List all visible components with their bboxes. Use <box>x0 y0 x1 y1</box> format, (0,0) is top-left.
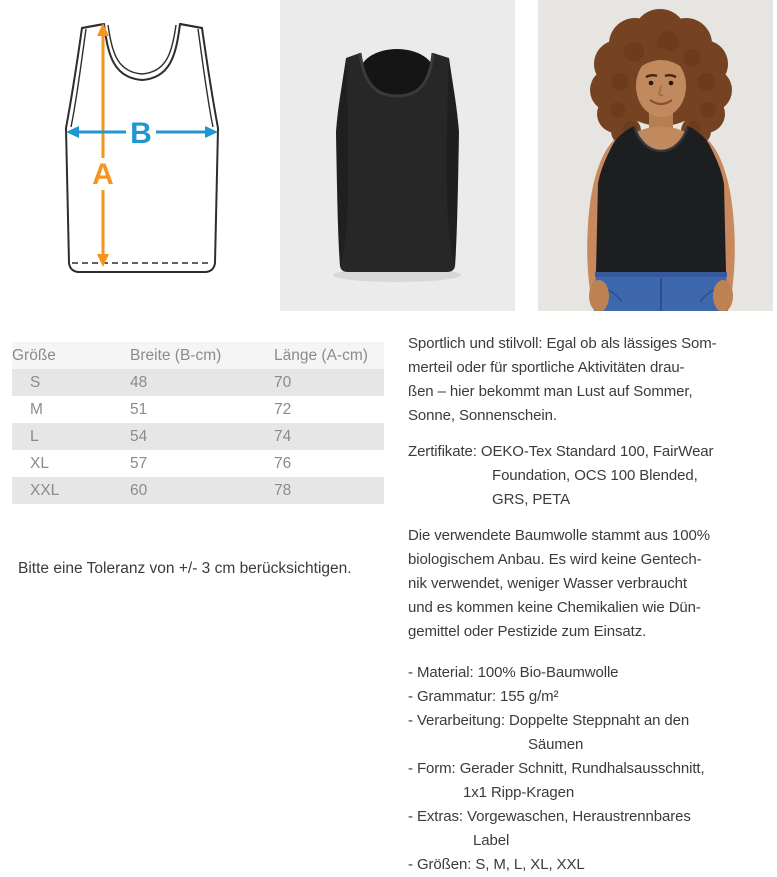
spec-line: - Form: Gerader Schnitt, Rundhalsausschnitt, <box>408 760 705 777</box>
label-b: B <box>130 117 152 150</box>
description-line: Die verwendete Baumwolle stammt aus 100% <box>408 527 710 544</box>
description-line: und es kommen keine Chemikalien wie Dün- <box>408 599 701 616</box>
size-table-row <box>12 450 384 477</box>
size-measurement-diagram <box>32 10 252 300</box>
width-cell: 51 <box>130 400 148 418</box>
width-cell: 54 <box>130 427 148 445</box>
size-cell: XL <box>30 454 49 472</box>
width-cell: 60 <box>130 481 148 499</box>
tank-top-outline-drawing <box>32 10 252 300</box>
arrowhead-down-icon <box>97 254 109 267</box>
description-line: Sportlich und stilvoll: Egal ob als lässiges Som- <box>408 335 717 352</box>
width-cell: 48 <box>130 373 148 391</box>
spec-line: - Material: 100% Bio-Baumwolle <box>408 664 619 681</box>
spec-line: - Extras: Vorgewaschen, Heraustrennbares <box>408 808 691 825</box>
size-table-row <box>12 477 384 504</box>
model-image <box>538 0 773 311</box>
length-cell: 72 <box>274 400 292 418</box>
size-cell: L <box>30 427 39 445</box>
size-table-header-row <box>12 342 384 369</box>
size-table-row <box>12 423 384 450</box>
product-description <box>408 332 777 877</box>
tank-top-product-image <box>280 0 515 311</box>
left-hand <box>589 280 609 311</box>
arrowhead-right-icon <box>205 126 218 138</box>
right-hand <box>713 280 733 311</box>
description-line: ßen – hier bekommt man Lust auf Sommer, <box>408 383 693 400</box>
width-cell: 57 <box>130 454 148 472</box>
size-table <box>12 342 384 504</box>
description-line: Foundation, OCS 100 Blended, <box>492 467 698 484</box>
description-line: gemittel oder Pestizide zum Einsatz. <box>408 623 647 640</box>
spec-line: Säumen <box>528 736 584 753</box>
certificates-paragraph <box>408 440 777 512</box>
spec-line: Label <box>473 832 510 849</box>
tolerance-note: Bitte eine Toleranz von +/- 3 cm berücksichtigen. <box>18 560 352 577</box>
size-table-header-cell: Größe <box>12 346 56 364</box>
cotton-paragraph <box>408 524 777 644</box>
arrowhead-left-icon <box>66 126 79 138</box>
description-line: nik verwendet, weniger Wasser verbraucht <box>408 575 687 592</box>
description-line: Sonne, Sonnenschein. <box>408 407 557 424</box>
spec-list <box>408 661 777 877</box>
measurement-arrow-a <box>88 23 118 267</box>
size-table-row <box>12 369 384 396</box>
description-line: GRS, PETA <box>492 491 571 508</box>
length-cell: 70 <box>274 373 292 391</box>
description-line: merteil oder für sportliche Aktivitäten drau- <box>408 359 685 376</box>
measurement-arrow-b <box>66 117 218 150</box>
size-cell: XXL <box>30 481 60 499</box>
description-line: Zertifikate: OEKO-Tex Standard 100, FairWear <box>408 443 714 460</box>
seam-trim-lines <box>71 25 213 127</box>
size-table-header-cell: Breite (B-cm) <box>130 346 222 364</box>
intro-paragraph <box>408 332 777 428</box>
description-line: biologischem Anbau. Es wird keine Gentech- <box>408 551 702 568</box>
size-cell: S <box>30 373 41 391</box>
jeans <box>594 272 728 311</box>
length-cell: 76 <box>274 454 292 472</box>
spec-line: - Größen: S, M, L, XL, XXL <box>408 856 585 873</box>
length-cell: 74 <box>274 427 292 445</box>
length-cell: 78 <box>274 481 292 499</box>
spec-line: - Grammatur: 155 g/m² <box>408 688 559 705</box>
model-photo-man-in-tank-top <box>538 0 773 311</box>
spec-line: - Verarbeitung: Doppelte Steppnaht an den <box>408 712 690 729</box>
size-cell: M <box>30 400 43 418</box>
size-table-header-cell: Länge (A-cm) <box>274 346 368 364</box>
size-table-row <box>12 396 384 423</box>
spec-line: 1x1 Ripp-Kragen <box>463 784 575 801</box>
label-a: A <box>92 158 114 191</box>
product-photo-black-tank-top <box>280 0 515 311</box>
